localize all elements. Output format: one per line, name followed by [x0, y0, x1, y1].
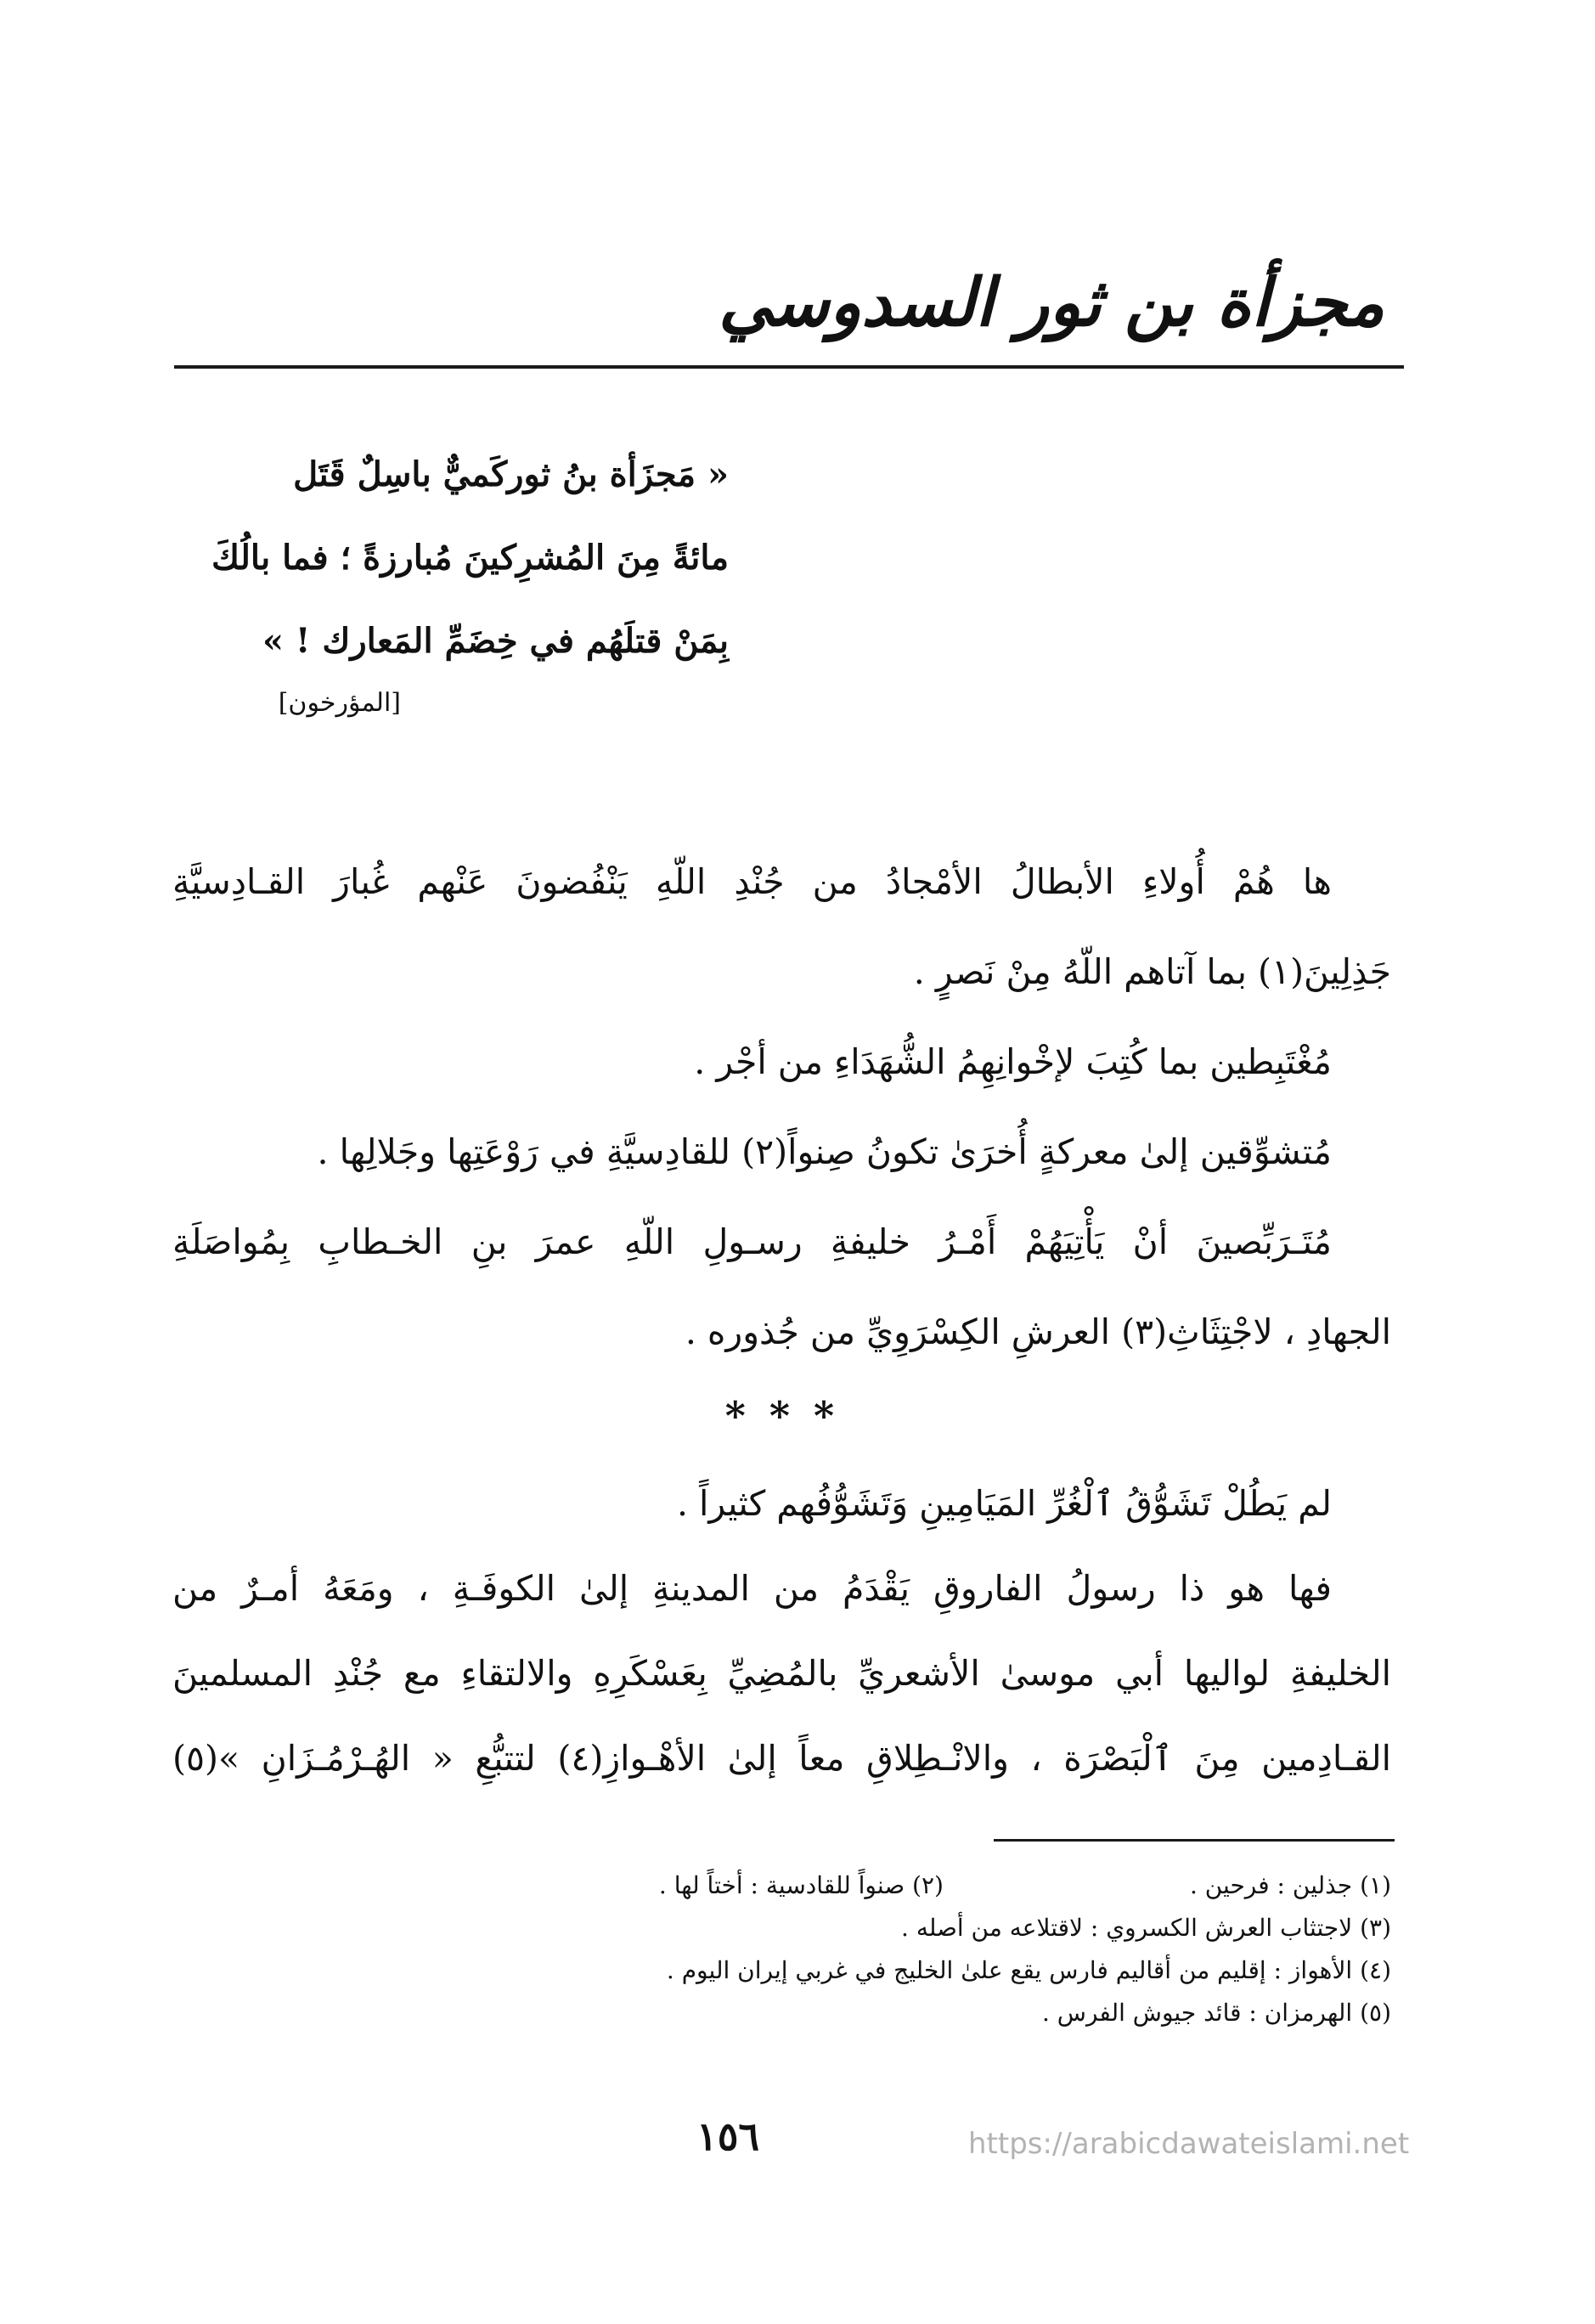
footnote-1: (١) جذلين : فرحين . — [1189, 1871, 1391, 1899]
footnote-5: (٥) الهرمزان : قائد جيوش الفرس . — [1041, 1999, 1391, 2027]
paragraph-line: مُغْتَبِطين بما كُتِبَ لإخْوانِهِمُ الشُّهَدَاءِ من أجْر . — [694, 1041, 1332, 1082]
watermark-url: https://arabicdawateislami.net — [968, 2127, 1410, 2161]
footnote-divider — [994, 1839, 1395, 1842]
chapter-title: مجزأة بن ثور السدوسي — [719, 264, 1384, 341]
footnote-3: (٣) لاجتثاب العرش الكسروي : لاقتلاعه من أصله . — [901, 1914, 1391, 1942]
footnotes — [185, 1864, 1391, 2034]
footnote-row — [185, 1864, 1391, 1907]
paragraph-line: فها هو ذا رسولُ الفاروقِ يَقْدَمُ من المدينةِ إلىٰ الكوفَـةِ ، ومَعَهُ أمـرٌ من — [172, 1568, 1332, 1609]
paragraph-line: ها هُمْ أُولاءِ الأبطالُ الأمْجادُ من جُنْدِ اللّهِ يَنْفُضونَ عَنْهم غُبارَ القـادِسيَّةِ — [172, 861, 1332, 902]
epigraph-line: مائةً مِنَ المُشرِكينَ مُبارزةً ؛ فما بالُكَ — [211, 538, 729, 578]
epigraph-line: بِمَنْ قتلَهُم في خِضَمِّ المَعارك ! » — [262, 621, 729, 661]
footnote-2: (٢) صنواً للقادسية : أختاً لها . — [658, 1871, 944, 1899]
paragraph-line: مُتشوِّقين إلىٰ معركةٍ أُخرَىٰ تكونُ صِنواً(٢) للقادِسيَّةِ في رَوْعَتِها وجَلالِها . — [317, 1131, 1332, 1172]
paragraph-line: لم يَطُلْ تَشَوُّقُ ٱلْغُرِّ المَيَامِينِ وَتَشَوُّفُهم كثيراً . — [676, 1483, 1332, 1524]
body-text-continued — [172, 1461, 1391, 1801]
paragraph-line: جَذِلِينَ(١) بما آتاهم اللّهُ مِنْ نَصرٍ . — [913, 951, 1391, 992]
epigraph-line: « مَجزَأة بنُ ثوركَميٌّ باسِلٌ قَتَل — [293, 454, 729, 494]
footnote-4: (٤) الأهواز : إقليم من أقاليم فارس يقع علىٰ الخليج في غربي إيران اليوم . — [666, 1956, 1391, 1984]
paragraph-line: الجهادِ ، لاجْتِثَاثِ(٣) العرشِ الكِسْرَوِيِّ من جُذوره . — [685, 1311, 1391, 1352]
page-number: ١٥٦ — [696, 2113, 760, 2159]
epigraph-source: [المؤرخون] — [278, 688, 401, 718]
body-text — [172, 837, 1391, 1377]
paragraph-line: القـادِمين مِنَ ٱلْبَصْرَة ، والانْـطِلاقِ معاً إلىٰ الأهْـوازِ(٤) لتتبُّعِ « الهُـرْمُـزَانِ »(٥) — [172, 1738, 1391, 1779]
epigraph-quote — [161, 433, 729, 683]
title-divider — [174, 365, 1404, 369]
section-separator: * * * — [724, 1393, 839, 1439]
paragraph-line: الخليفةِ لواليها أبي موسىٰ الأشعريِّ بالمُضِيِّ بِعَسْكَرِهِ والالتقاءِ مع جُنْدِ المسلمينَ — [172, 1653, 1391, 1694]
paragraph-line: مُتَـرَبِّصينَ أنْ يَأْتِيَهُمْ أَمْـرُ خليفةِ رسـولِ اللّهِ عمرَ بنِ الخـطابِ بِمُواصَلَةِ — [172, 1221, 1332, 1262]
